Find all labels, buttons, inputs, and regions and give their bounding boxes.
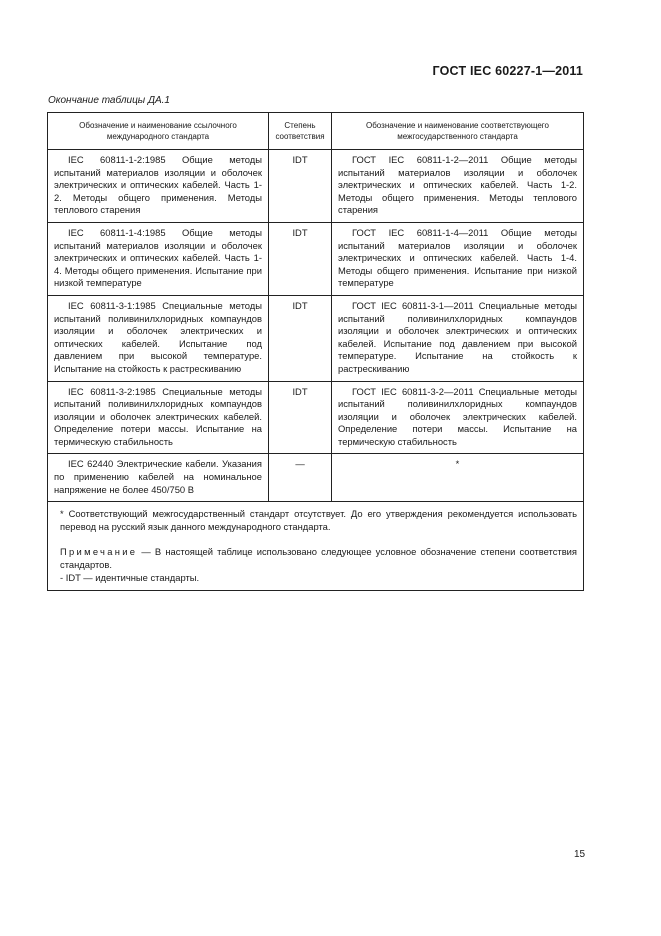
international-standard-cell: IEC 60811-3-1:1985 Специальные методы испытаний поливинилхлоридных компаундов изоляции и оболочек электрических и оптических кабелей. Испытание под давлением при высокой температуре. Испытание на стойкость к растрескиванию	[48, 295, 269, 381]
note-text: — В настоящей таблице использовано следующее условное обозначение степени соответствия стандартов.	[60, 546, 577, 571]
degree-cell: IDT	[269, 295, 332, 381]
interstate-standard-cell: ГОСТ IEC 60811-1-2—2011 Общие методы испытаний материалов изоляции и оболочек электрических и оптических кабелей. Часть 1-2. Методы общего применения. Методы теплового старения	[332, 150, 584, 223]
correspondence-table	[47, 112, 584, 591]
interstate-standard-cell: ГОСТ IEC 60811-3-2—2011 Специальные методы испытаний поливинилхлоридных компаундов изоляции и оболочек электрических кабелей. Определение потери массы. Испытание на термическую стабильность	[332, 381, 584, 454]
table-row	[48, 222, 584, 295]
page-number: 15	[574, 849, 586, 860]
table-row	[48, 295, 584, 381]
table-row	[48, 381, 584, 454]
degree-cell: IDT	[269, 150, 332, 223]
international-standard-cell: IEC 60811-3-2:1985 Специальные методы испытаний поливинилхлоридных компаундов изоляции и оболочек электрических кабелей. Определение потери массы. Испытание на термическую стабильность	[48, 381, 269, 454]
note-paragraph	[60, 546, 577, 571]
table-footnote-row	[48, 502, 584, 591]
column-header-degree: Степень соответствия	[269, 113, 332, 150]
interstate-standard-cell: ГОСТ IEC 60811-3-1—2011 Специальные методы испытаний поливинилхлоридных компаундов изоляции и оболочек электрических и оптических кабелей. Испытание под давлением при высокой температуре. Испытание на стойкость к растрескиванию	[332, 295, 584, 381]
table-row	[48, 454, 584, 502]
degree-cell: IDT	[269, 222, 332, 295]
international-standard-cell: IEC 62440 Электрические кабели. Указания по применению кабелей на номинальное напряжение не более 450/750 В	[48, 454, 269, 502]
interstate-standard-cell: *	[332, 454, 584, 502]
table-header-row	[48, 113, 584, 150]
international-standard-cell: IEC 60811-1-4:1985 Общие методы испытаний материалов изоляции и оболочек электрических и оптических кабелей. Часть 1-4. Методы общего применения. Испытание при низкой температуре	[48, 222, 269, 295]
note-label: Примечание	[60, 546, 138, 558]
table-footnote-cell	[48, 502, 584, 591]
international-standard-cell: IEC 60811-1-2:1985 Общие методы испытаний материалов изоляции и оболочек электрических и оптических кабелей. Часть 1-2. Методы общего применения. Методы теплового старения	[48, 150, 269, 223]
interstate-standard-cell: ГОСТ IEC 60811-1-4—2011 Общие методы испытаний материалов изоляции и оболочек электрических и оптических кабелей. Часть 1-4. Методы общего применения. Испытание при низкой температуре	[332, 222, 584, 295]
note-item: - IDT — идентичные стандарты.	[60, 571, 200, 583]
degree-cell: IDT	[269, 381, 332, 454]
degree-cell: —	[269, 454, 332, 502]
table-row	[48, 150, 584, 223]
table-caption: Окончание таблицы ДА.1	[48, 95, 170, 106]
footnote-text: * Соответствующий межгосударственный стандарт отсутствует. До его утверждения рекомендуется использовать перевод на русский язык данного международного стандарта.	[60, 508, 577, 532]
column-header-interstate: Обозначение и наименование соответствующего межгосударственного стандарта	[332, 113, 584, 150]
document-header-code: ГОСТ IEC 60227-1—2011	[432, 64, 583, 78]
column-header-international: Обозначение и наименование ссылочного международного стандарта	[48, 113, 269, 150]
